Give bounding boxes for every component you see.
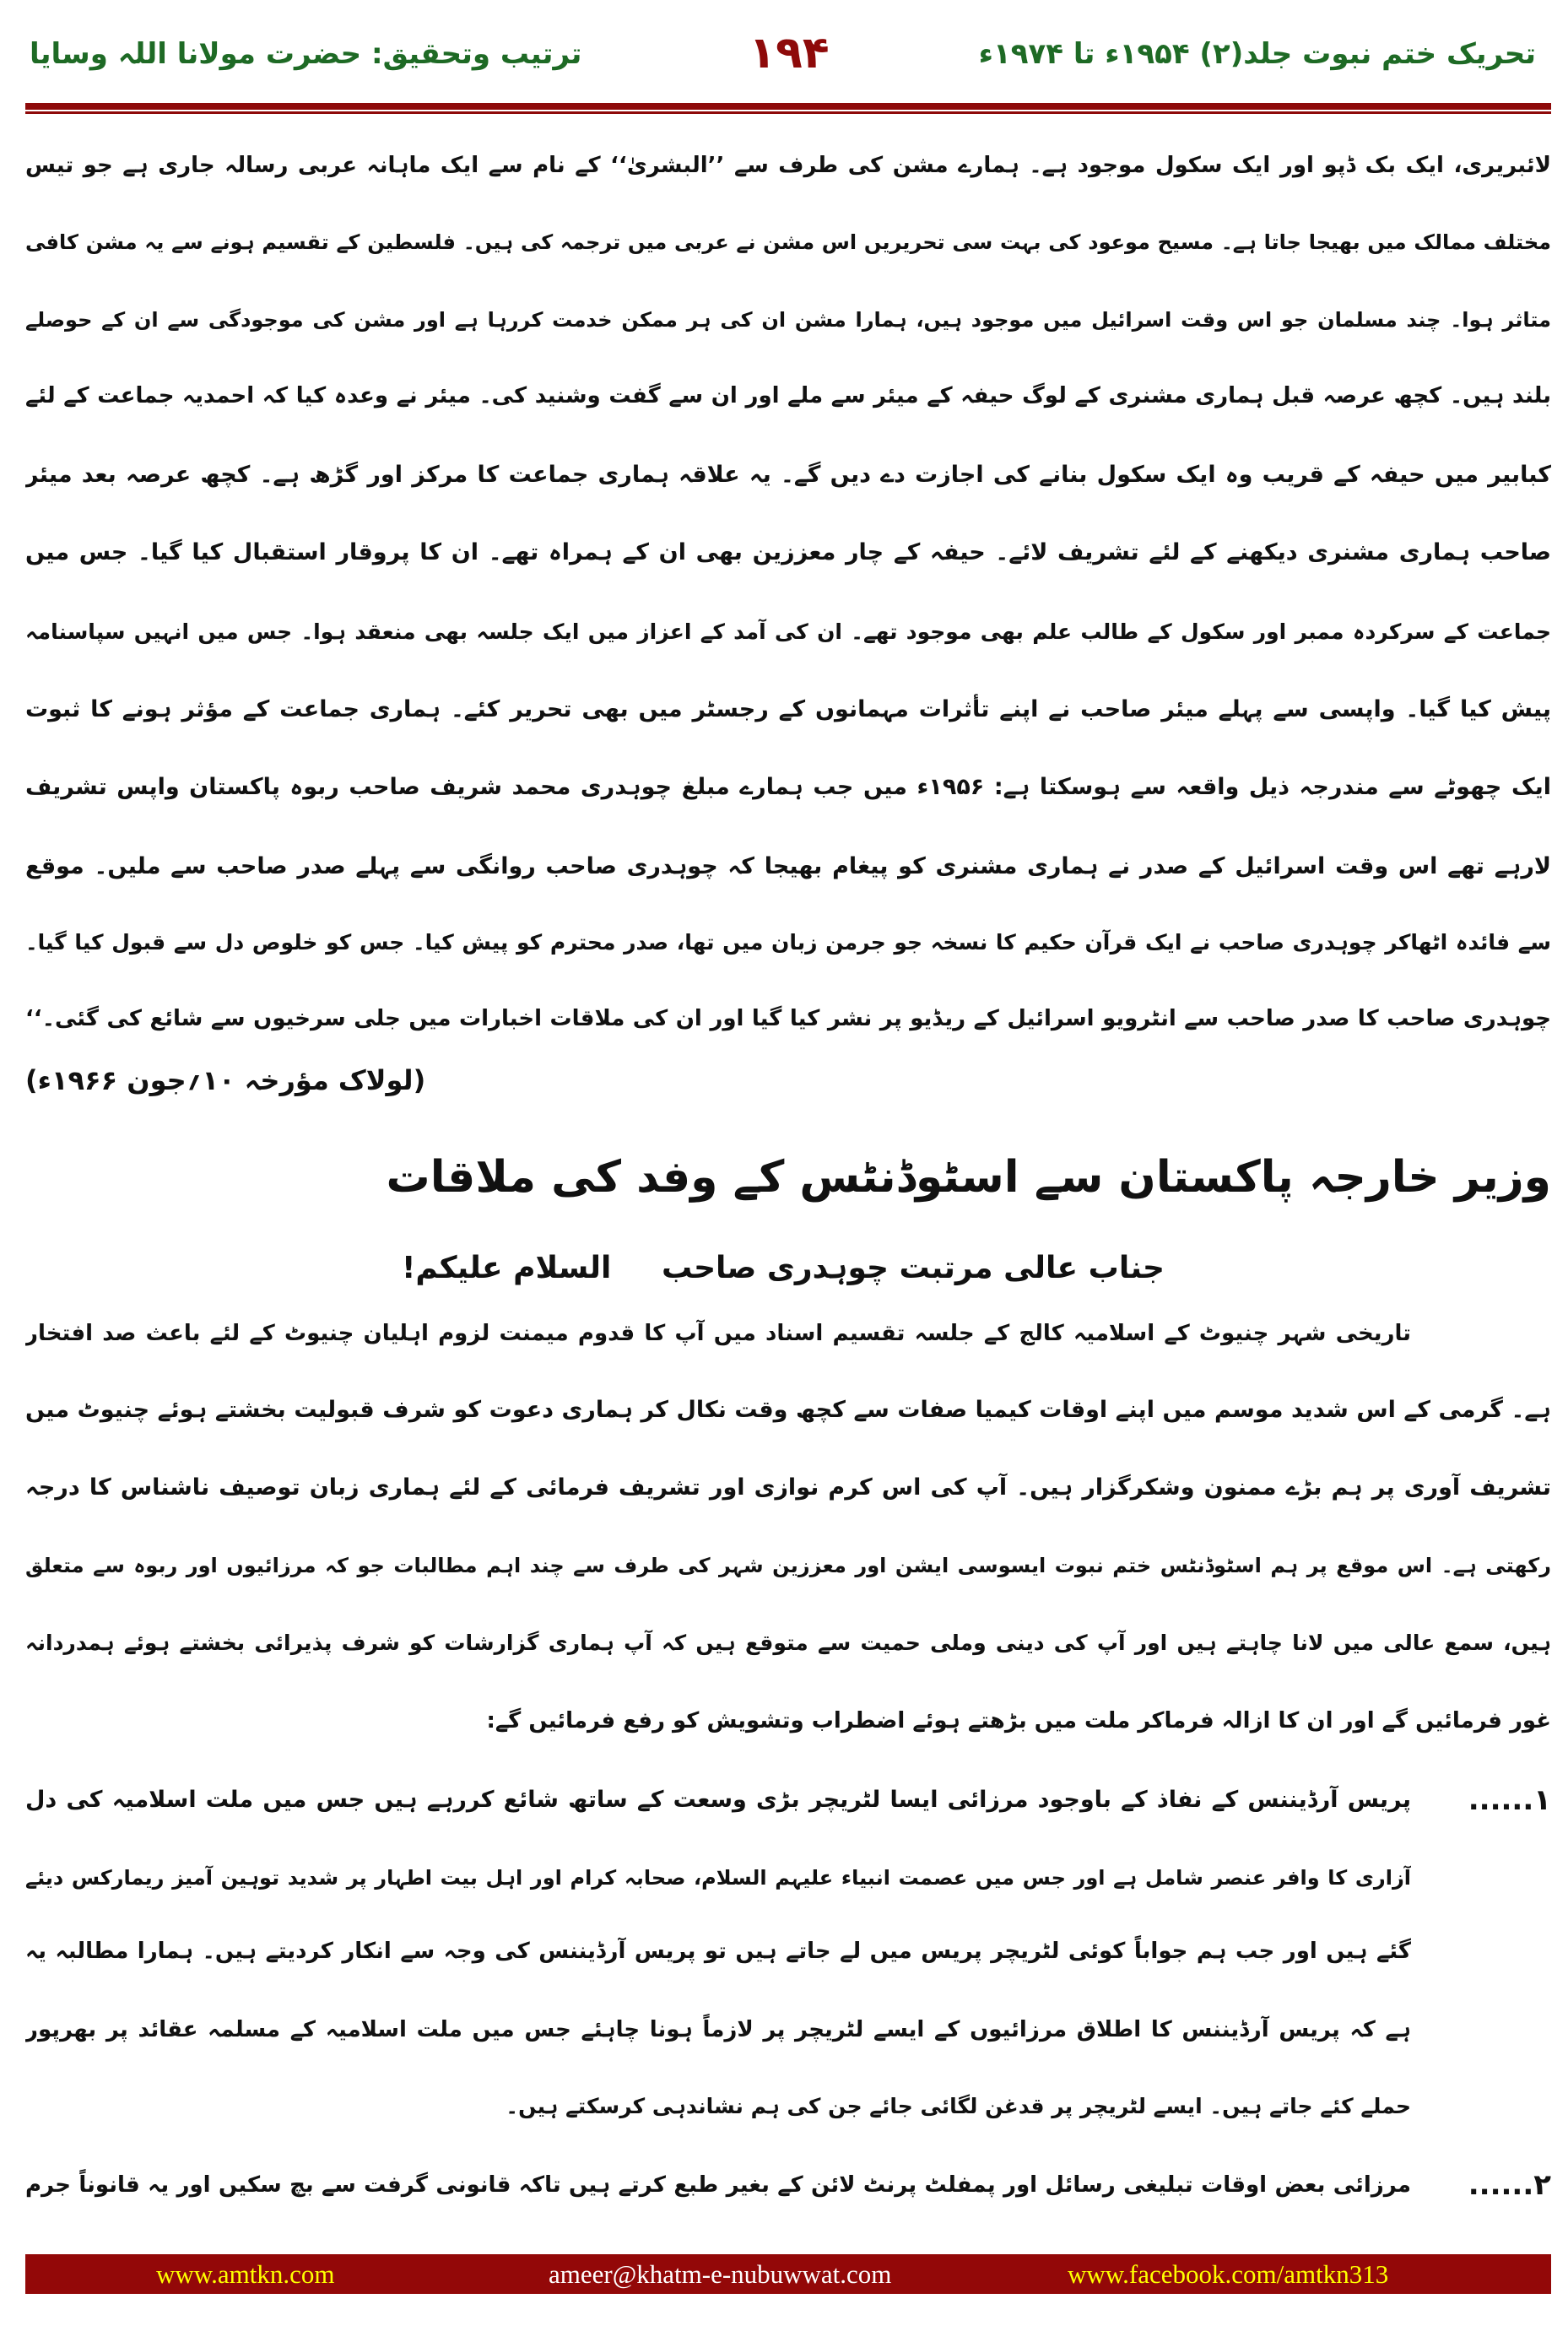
article-line: چوہدری صاحب کا صدر صاحب سے انٹرویو اسرائیل کے ریڈیو پر نشر کیا گیا اور ان کی ملاقات اخبارات میں جلی سرخیوں سے شائع کی گئی۔‘‘ [25,1006,1551,1031]
item-number: ۱...... [1468,1783,1551,1817]
item-line: حملے کئے جاتے ہیں۔ ایسے لٹریچر پر قدغن لگائی جائے جن کی ہم نشاندہی کرسکتے ہیں۔ [506,2094,1411,2118]
item-line: گئے ہیں اور جب ہم جواباً کوئی لٹریچر پریس میں لے جاتے ہیں تو پریس آرڈیننس کی وجہ سے انکار کردیتے ہیں۔ ہمارا مطالبہ یہ [25,1939,1411,1964]
article-line: کبابیر میں حیفہ کے قریب وہ ایک سکول بنانے کی اجازت دے دیں گے۔ یہ علاقہ ہماری جماعت کا مرکز اور گڑھ ہے۔ کچھ عرصہ بعد میئر [25,462,1551,488]
article-line: لائبریری، ایک بک ڈپو اور ایک سکول موجود ہے۔ ہمارے مشن کی طرف سے ’’البشریٰ‘‘ کے نام سے ایک ماہانہ عربی رسالہ جاری ہے جو تیس [25,153,1551,178]
source-reference: (لولاک مؤرخہ ۱۰؍جون ۱۹۶۶ء) [25,1064,426,1096]
article-line: جماعت کے سرکردہ ممبر اور سکول کے طالب علم بھی موجود تھے۔ ان کی آمد کے اعزاز میں ایک جلسہ بھی منعقد ہوا۔ جس میں انہیں سپاسنامہ [25,619,1551,644]
section-heading: وزیر خارجہ پاکستان سے اسٹوڈنٹس کے وفد کی ملاقات [386,1152,1551,1203]
article-line: پیش کیا گیا۔ واپسی سے پہلے میئر صاحب نے اپنے تأثرات مہمانوں کے رجسٹر میں بھی تحریر کئے۔ ہماری جماعت کے مؤثر ہونے کا ثبوت [25,696,1551,722]
article-line: صاحب ہماری مشنری دیکھنے کے لئے تشریف لائے۔ حیفہ کے چار معززین بھی ان کے ہمراہ تھے۔ ان کا پروقار استقبال کیا گیا۔ جس میں [25,539,1551,565]
header-divider-thin [25,111,1551,114]
header-divider [25,103,1551,110]
article-line: سے فائدہ اٹھاکر چوہدری صاحب نے ایک قرآن حکیم کا نسخہ جو جرمن زبان میں تھا، صدر محترم کو پیش کیا۔ جس کو خلوص دل سے قبول کیا گیا۔ [25,930,1551,955]
article-line: ایک چھوٹے سے مندرجہ ذیل واقعہ سے ہوسکتا ہے: ۱۹۵۶ء میں جب ہمارے مبلغ چوہدری محمد شریف صاحب ربوہ پاکستان واپس تشریف [25,774,1551,800]
letter-line: رکھتی ہے۔ اس موقع پر ہم اسٹوڈنٹس ختم نبوت ایسوسی ایشن اور معززین شہر کی طرف سے چند اہم مطالبات جو کہ مرزائیوں اور ربوہ سے متعلق [25,1554,1551,1577]
item-line: ہے کہ پریس آرڈیننس کا اطلاق مرزائیوں کے ایسے لٹریچر پر لازماً ہونا چاہئے جس میں ملت اسلامیہ کے مسلمہ عقائد پر بھرپور [25,2017,1411,2042]
website-link[interactable]: www.amtkn.com [156,2259,335,2289]
book-title: تحریک ختم نبوت جلد(۲) ۱۹۵۴ء تا ۱۹۷۴ء [978,37,1536,71]
page-number: ۱۹۴ [749,28,830,78]
item-number: ۲...... [1468,2168,1551,2202]
salutation-greeting: السلام علیکم! [402,1251,612,1285]
salutation-addressee: جناب عالی مرتبت چوہدری صاحب [661,1251,1165,1285]
compiler-credit: ترتیب وتحقیق: حضرت مولانا اللہ وسایا [30,37,582,71]
letter-line: تشریف آوری پر ہم بڑے ممنون وشکرگزار ہیں۔ آپ کی اس کرم نوازی اور تشریف فرمائی کے لئے ہماری زبان توصیف ناشناس کا درجہ [25,1474,1551,1501]
facebook-link[interactable]: www.facebook.com/amtkn313 [1068,2259,1389,2289]
item-line: پریس آرڈیننس کے نفاذ کے باوجود مرزائی ایسا لٹریچر بڑی وسعت کے ساتھ شائع کررہے ہیں جس میں ملت اسلامیہ کی دل [25,1787,1411,1813]
letter-line: غور فرمائیں گے اور ان کا ازالہ فرماکر ملت میں بڑھتے ہوئے اضطراب وتشویش کو رفع فرمائیں گے: [486,1708,1551,1734]
article-line: لارہے تھے اس وقت اسرائیل کے صدر نے ہماری مشنری کو پیغام بھیجا کہ چوہدری صاحب روانگی سے پہلے صدر صاحب سے ملیں۔ موقع [25,853,1551,879]
article-line: متاثر ہوا۔ چند مسلمان جو اس وقت اسرائیل میں موجود ہیں، ہمارا مشن ان کی ہر ممکن خدمت کررہا ہے اور مشن کی موجودگی سے ان کے حوصلے [25,308,1551,332]
item-line: مرزائی بعض اوقات تبلیغی رسائل اور پمفلٹ پرنٹ لائن کے بغیر طبع کرتے ہیں تاکہ قانونی گرفت سے بچ سکیں اور یہ قانوناً جرم [25,2172,1411,2198]
item-line: آزاری کا وافر عنصر شامل ہے اور جس میں عصمت انبیاء علیہم السلام، صحابہ کرام اور اہل بیت اطہار پر شدید توہین آمیز ریمارکس دیئے [25,1866,1411,1890]
article-line: بلند ہیں۔ کچھ عرصہ قبل ہماری مشنری کے لوگ حیفہ کے میئر سے ملے اور ان سے گفت وشنید کی۔ میئر نے وعدہ کیا کہ احمدیہ جماعت کے لئے [25,383,1551,408]
letter-line: تاریخی شہر چنیوٹ کے اسلامیہ کالج کے جلسہ تقسیم اسناد میں آپ کا قدوم میمنت لزوم اہلیان چنیوٹ کے لئے باعث صد افتخار [25,1321,1411,1346]
email-link[interactable]: ameer@khatm-e-nubuwwat.com [549,2259,892,2289]
article-line: مختلف ممالک میں بھیجا جاتا ہے۔ مسیح موعود کی بہت سی تحریریں اس مشن نے عربی میں ترجمہ کی ہیں۔ فلسطین کے تقسیم ہونے سے یہ مشن کافی [25,230,1551,254]
letter-line: ہیں، سمع عالی میں لانا چاہتے ہیں اور آپ کی دینی وملی حمیت سے متوقع ہیں کہ آپ ہماری گزارشات کو شرف پذیرائی بخشتے ہوئے ہمدردانہ [25,1631,1551,1655]
letter-line: ہے۔ گرمی کے اس شدید موسم میں اپنے اوقات کیمیا صفات سے کچھ وقت نکال کر ہماری دعوت کو شرف قبولیت بخشتے ہوئے چنیوٹ میں [25,1397,1551,1423]
footer-bar [25,2254,1551,2294]
